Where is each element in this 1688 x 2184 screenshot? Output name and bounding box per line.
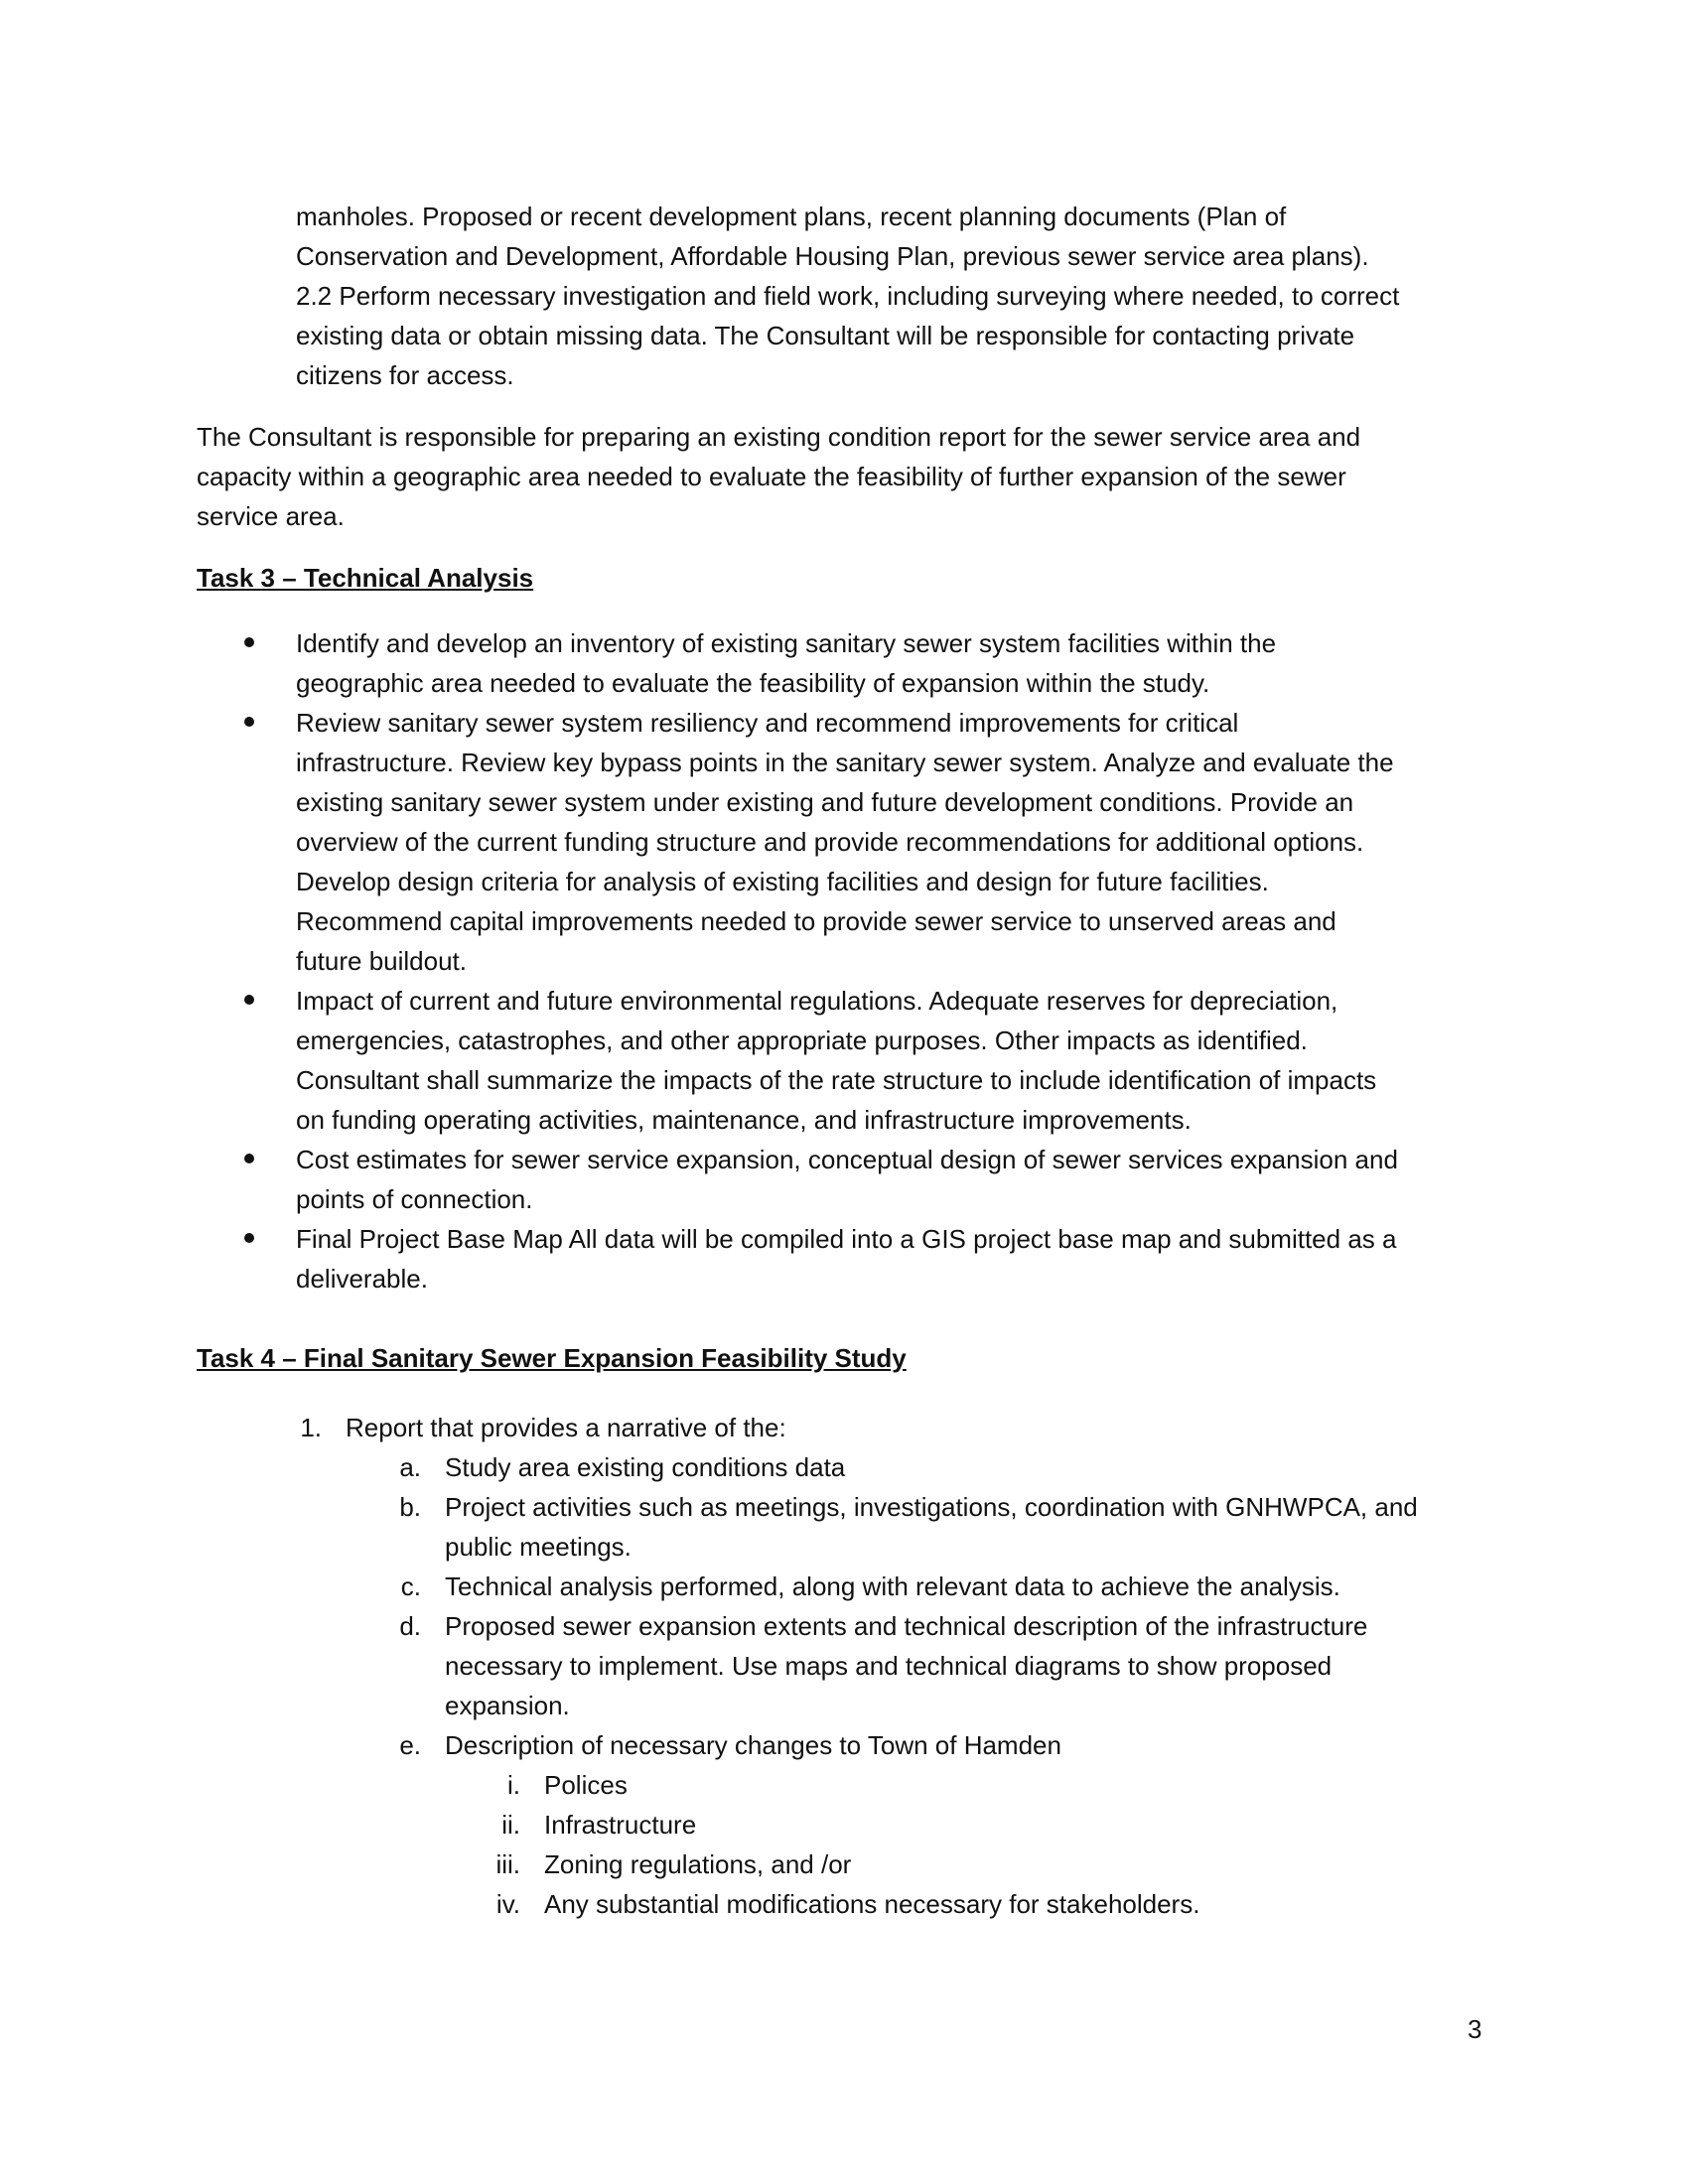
roman-ii-text: Infrastructure [544, 1810, 697, 1840]
sub-d-marker: d. [399, 1611, 421, 1641]
bullet-2-line-2: infrastructure. Review key bypass points in the sanitary sewer system. Analyze and evaluate the [296, 748, 1394, 777]
paragraph-line-1: The Consultant is responsible for preparing an existing condition report for the sewer service area and [197, 422, 1361, 452]
bullet-2-line-5: Develop design criteria for analysis of existing facilities and design for future facilities. [296, 867, 1269, 896]
bullet-3-line-2: emergencies, catastrophes, and other appropriate purposes. Other impacts as identified. [296, 1025, 1308, 1055]
intro-line-2: Conservation and Development, Affordable Housing Plan, previous sewer service area plans). [296, 241, 1369, 271]
task3-heading: Task 3 – Technical Analysis [197, 563, 534, 593]
paragraph-line-2: capacity within a geographic area needed to evaluate the feasibility of further expansion of the sewer [197, 462, 1346, 491]
bullet-4-line-1: Cost estimates for sewer service expansion, conceptual design of sewer services expansion and [296, 1145, 1398, 1174]
sub-e-marker: e. [399, 1730, 421, 1760]
intro-line-3: 2.2 Perform necessary investigation and field work, including surveying where needed, to correct [296, 281, 1400, 311]
bullet-2-line-7: future buildout. [296, 946, 468, 976]
bullet-1-line-1: Identify and develop an inventory of existing sanitary sewer system facilities within the [296, 628, 1277, 658]
bullet-dot-1 [244, 637, 254, 647]
roman-ii-marker: ii. [501, 1810, 520, 1840]
bullet-dot-5 [244, 1233, 254, 1243]
sub-b-line-2: public meetings. [445, 1532, 632, 1562]
sub-a-line-1: Study area existing conditions data [445, 1452, 846, 1482]
bullet-dot-2 [244, 717, 254, 727]
bullet-3-line-1: Impact of current and future environmental regulations. Adequate reserves for depreciation, [296, 986, 1338, 1016]
bullet-5-line-2: deliverable. [296, 1264, 428, 1294]
bullet-5-line-1: Final Project Base Map All data will be compiled into a GIS project base map and submitted as a [296, 1224, 1397, 1254]
bullet-dot-4 [244, 1154, 254, 1163]
bullet-2-line-1: Review sanitary sewer system resiliency and recommend improvements for critical [296, 708, 1239, 738]
sub-d-line-3: expansion. [445, 1691, 570, 1720]
bullet-4-line-2: points of connection. [296, 1184, 533, 1214]
roman-iii-marker: iii. [495, 1849, 520, 1879]
sub-a-marker: a. [399, 1452, 421, 1482]
sub-b-marker: b. [399, 1492, 421, 1522]
item-1-marker: 1. [300, 1413, 322, 1442]
roman-i-marker: i. [507, 1770, 520, 1800]
bullet-3-line-4: on funding operating activities, maintenance, and infrastructure improvements. [296, 1105, 1192, 1135]
item-1-text: Report that provides a narrative of the: [346, 1413, 786, 1442]
bullet-2-line-6: Recommend capital improvements needed to provide sewer service to unserved areas and [296, 906, 1336, 936]
sub-e-line-1: Description of necessary changes to Town of Hamden [445, 1730, 1061, 1760]
roman-iv-marker: iv. [495, 1889, 520, 1919]
sub-d-line-2: necessary to implement. Use maps and technical diagrams to show proposed [445, 1651, 1333, 1681]
bullet-2-line-3: existing sanitary sewer system under existing and future development conditions. Provide an [296, 787, 1354, 817]
intro-line-5: citizens for access. [296, 360, 514, 390]
sub-b-line-1: Project activities such as meetings, investigations, coordination with GNHWPCA, and [445, 1492, 1418, 1522]
intro-line-1: manholes. Proposed or recent development plans, recent planning documents (Plan of [296, 202, 1287, 231]
sub-c-line-1: Technical analysis performed, along with relevant data to achieve the analysis. [445, 1571, 1340, 1601]
bullet-dot-3 [244, 995, 254, 1005]
roman-iv-text: Any substantial modifications necessary for stakeholders. [544, 1889, 1200, 1919]
sub-d-line-1: Proposed sewer expansion extents and technical description of the infrastructure [445, 1611, 1368, 1641]
roman-i-text: Polices [544, 1770, 628, 1800]
paragraph-line-3: service area. [197, 501, 345, 531]
bullet-3-line-3: Consultant shall summarize the impacts of the rate structure to include identification of impacts [296, 1065, 1377, 1095]
intro-line-4: existing data or obtain missing data. The Consultant will be responsible for contacting private [296, 321, 1355, 350]
roman-iii-text: Zoning regulations, and /or [544, 1849, 852, 1879]
bullet-2-line-4: overview of the current funding structure and provide recommendations for additional options. [296, 827, 1364, 857]
bullet-1-line-2: geographic area needed to evaluate the feasibility of expansion within the study. [296, 668, 1210, 698]
page-number: 3 [1468, 2014, 1482, 2044]
task4-heading: Task 4 – Final Sanitary Sewer Expansion Feasibility Study [197, 1343, 907, 1373]
sub-c-marker: c. [400, 1571, 421, 1601]
